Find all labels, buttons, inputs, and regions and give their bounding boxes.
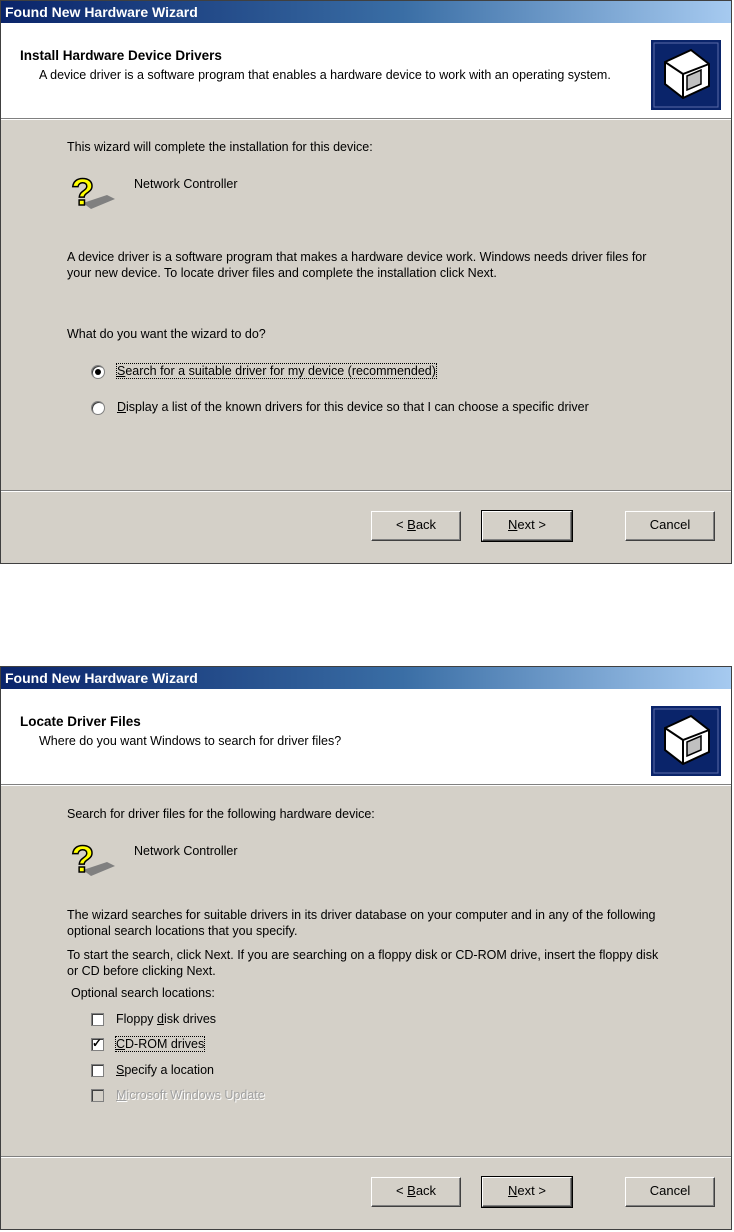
header-subtitle: A device driver is a software program that enables a hardware device to work with an operating system.	[39, 68, 611, 82]
checkbox-floppy-drives[interactable]	[91, 1011, 216, 1027]
checkbox-label[interactable]	[116, 1062, 214, 1078]
label-rest: isplay a list of the known drivers for this device so that I can choose a specific driver	[126, 400, 589, 414]
header-title: Install Hardware Device Drivers	[20, 48, 222, 63]
radio-button[interactable]	[91, 365, 105, 379]
label-rest: earch for a suitable driver for my device (recommended)	[125, 364, 436, 378]
label-rest: D-ROM drives	[125, 1037, 205, 1051]
button-rest: ext >	[517, 517, 546, 532]
label-accel-key: S	[117, 364, 126, 378]
button-prefix: <	[395, 517, 408, 532]
checkbox[interactable]	[91, 1064, 104, 1077]
label-rest: isk drives	[163, 1012, 217, 1026]
back-button[interactable]	[371, 1177, 461, 1207]
button-accel-key: N	[508, 517, 518, 532]
intro-text: This wizard will complete the installation for this device:	[67, 140, 373, 154]
radio-display-list[interactable]	[91, 399, 677, 415]
label-accel-key: C	[116, 1037, 126, 1051]
cancel-button[interactable]: Cancel	[625, 1177, 715, 1207]
button-rest: ack	[415, 1183, 437, 1198]
footer-separator	[1, 1156, 731, 1158]
title-bar[interactable]: Found New Hardware Wizard	[1, 1, 731, 23]
checkbox-label[interactable]	[116, 1036, 204, 1052]
button-accel-key: N	[508, 1183, 518, 1198]
checkbox[interactable]	[91, 1013, 104, 1026]
next-button[interactable]	[482, 511, 572, 541]
device-name: Network Controller	[134, 844, 238, 858]
wizard-header	[1, 23, 731, 118]
description-text: The wizard searches for suitable drivers in its driver database on your computer and in any of the following optional search locations that you specify.	[67, 908, 656, 938]
checkbox-label	[116, 1087, 265, 1103]
wizard-dialog-locate-drivers	[0, 666, 732, 1230]
svg-text:?: ?	[71, 172, 95, 214]
back-button[interactable]	[371, 511, 461, 541]
header-title: Locate Driver Files	[20, 714, 141, 729]
footer-separator	[1, 490, 731, 492]
next-button[interactable]	[482, 1177, 572, 1207]
device-name: Network Controller	[134, 177, 238, 191]
wizard-header	[1, 689, 731, 784]
hardware-box-icon	[651, 40, 721, 110]
title-bar[interactable]: Found New Hardware Wizard	[1, 667, 731, 689]
label-prefix: Floppy	[116, 1012, 157, 1026]
radio-search-driver[interactable]	[91, 363, 677, 379]
svg-text:?: ?	[71, 839, 95, 881]
checkbox-specify-location[interactable]	[91, 1062, 214, 1078]
label-rest: icrosoft Windows Update	[126, 1088, 265, 1102]
button-rest: ack	[415, 517, 437, 532]
label-accel-key: d	[157, 1012, 164, 1026]
checkbox-windows-update	[91, 1087, 265, 1103]
radio-label[interactable]	[117, 399, 677, 415]
cancel-button[interactable]: Cancel	[625, 511, 715, 541]
header-separator	[1, 784, 731, 786]
checkbox	[91, 1089, 104, 1102]
question-text: What do you want the wizard to do?	[67, 327, 266, 341]
unknown-device-question-icon	[67, 834, 117, 884]
description-text: A device driver is a software program that makes a hardware device work. Windows needs driver files for your new device. To locate driver files and complete the installation click Next.	[67, 250, 647, 280]
hardware-box-icon	[651, 706, 721, 776]
unknown-device-question-icon	[67, 167, 117, 217]
search-instructions-text: To start the search, click Next. If you are searching on a floppy disk or CD-ROM drive, insert the floppy disk or CD before clicking Next.	[67, 948, 659, 978]
checkbox[interactable]	[91, 1035, 104, 1051]
button-accel-key: B	[407, 517, 416, 532]
locations-label: Optional search locations:	[71, 986, 215, 1000]
checkmark-icon: ✓	[92, 1035, 103, 1050]
label-accel-key: M	[116, 1088, 127, 1102]
button-prefix: <	[395, 1183, 408, 1198]
intro-text: Search for driver files for the following hardware device:	[67, 807, 375, 821]
radio-label[interactable]	[117, 363, 677, 379]
label-rest: pecify a location	[124, 1063, 214, 1077]
button-rest: ext >	[517, 1183, 546, 1198]
button-accel-key: B	[407, 1183, 416, 1198]
label-accel-key: D	[117, 400, 127, 414]
radio-button[interactable]	[91, 401, 105, 415]
wizard-dialog-install-drivers	[0, 0, 732, 564]
label-accel-key: S	[116, 1063, 125, 1077]
header-separator	[1, 118, 731, 120]
header-subtitle: Where do you want Windows to search for driver files?	[39, 734, 342, 748]
checkbox-label[interactable]	[116, 1011, 216, 1027]
checkbox-cdrom-drives[interactable]	[91, 1036, 204, 1052]
